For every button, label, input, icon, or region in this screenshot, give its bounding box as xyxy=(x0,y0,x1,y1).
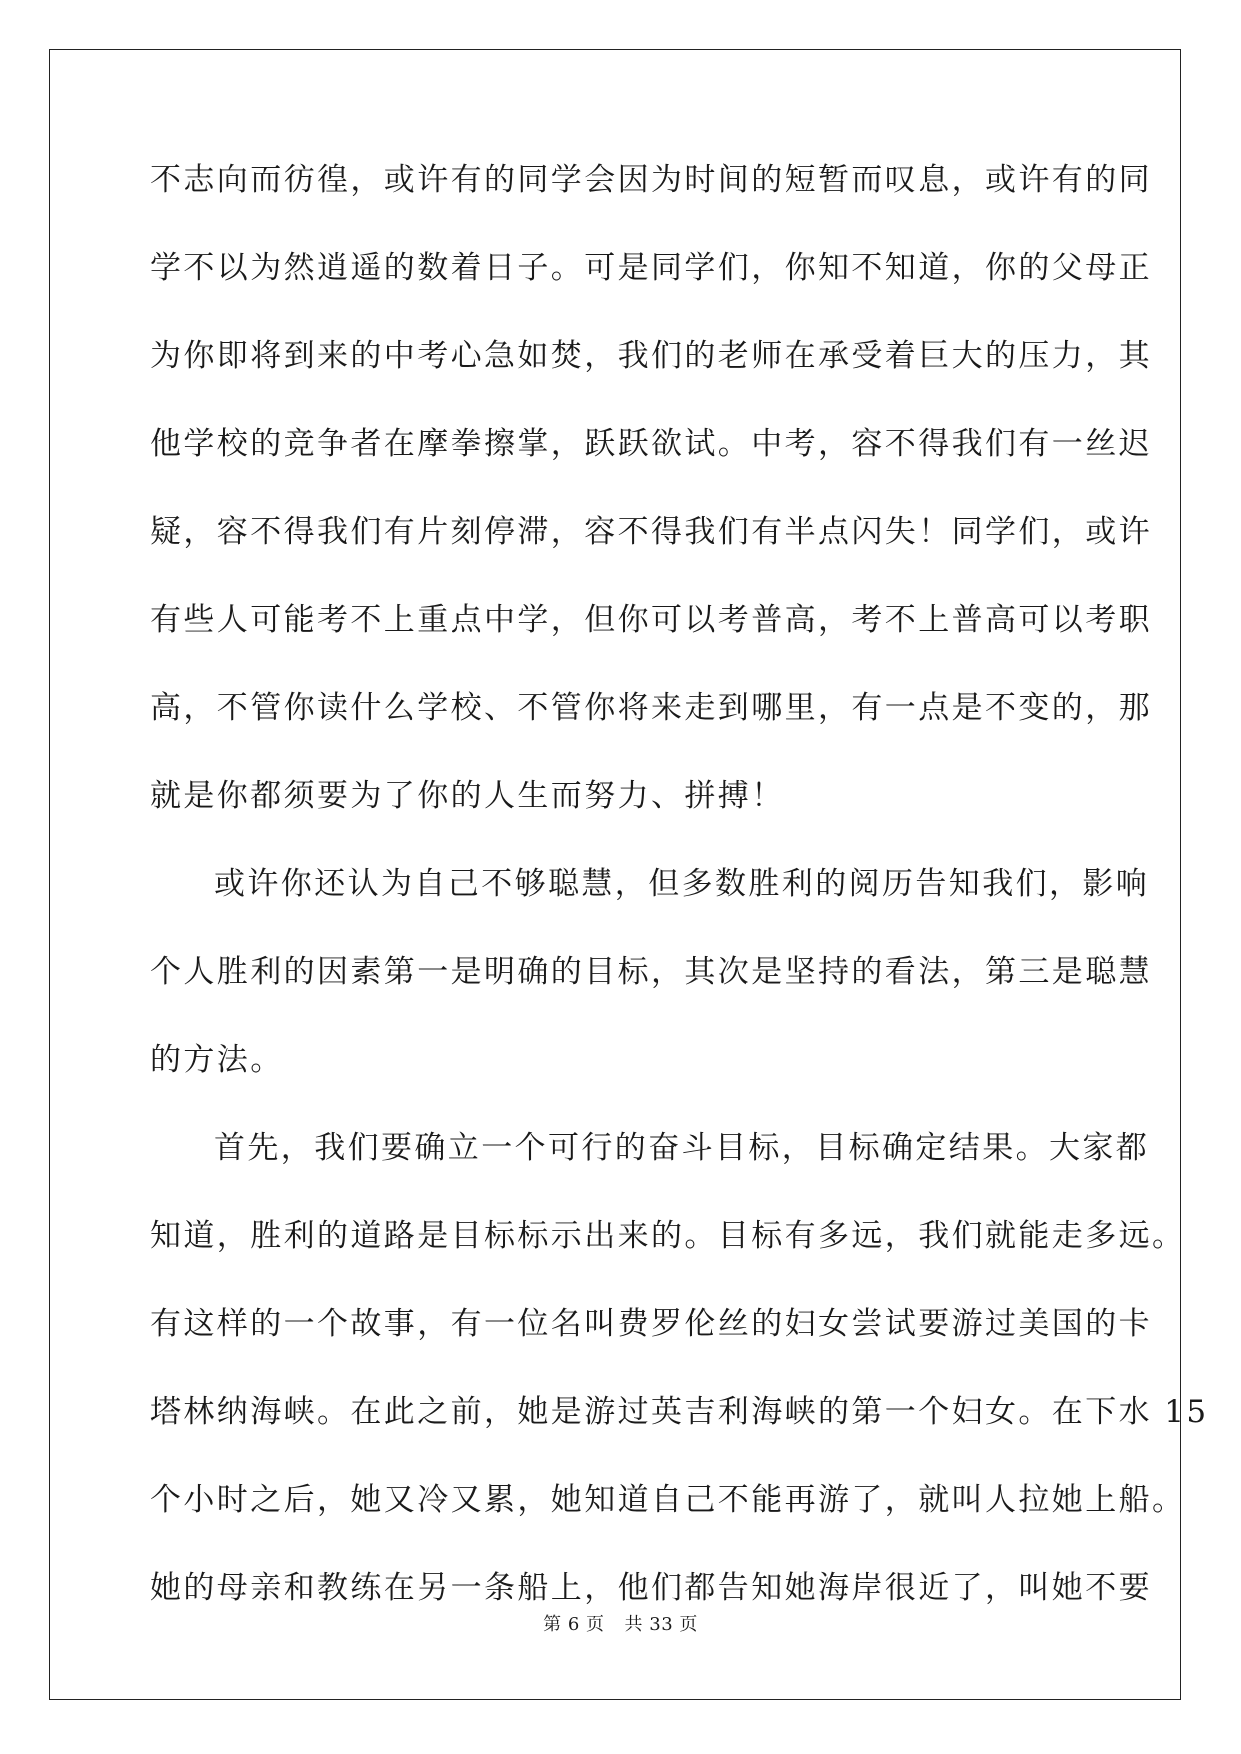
document-body xyxy=(150,160,1209,1656)
page-total: 共 33 页 xyxy=(624,1614,698,1635)
text-line: 他学校的竞争者在摩拳擦掌，跃跃欲试。中考，容不得我们有一丝迟 xyxy=(150,426,1152,462)
text-line: 有这样的一个故事，有一位名叫费罗伦丝的妇女尝试要游过美国的卡 xyxy=(150,1306,1152,1342)
text-line: 有些人可能考不上重点中学，但你可以考普高，考不上普高可以考职 xyxy=(150,602,1152,638)
text-line: 为你即将到来的中考心急如焚，我们的老师在承受着巨大的压力，其 xyxy=(150,338,1152,374)
text-line: 的方法。 xyxy=(150,1042,284,1078)
text-line: 就是你都须要为了你的人生而努力、拼搏！ xyxy=(150,778,785,814)
paragraph-start-line: 首先，我们要确立一个可行的奋斗目标，目标确定结果。大家都 xyxy=(214,1130,1150,1166)
text-line: 个人胜利的因素第一是明确的目标，其次是坚持的看法，第三是聪慧 xyxy=(150,954,1152,990)
text-line: 高，不管你读什么学校、不管你将来走到哪里，有一点是不变的，那 xyxy=(150,690,1152,726)
page-number: 第 6 页 xyxy=(543,1614,605,1635)
text-line: 她的母亲和教练在另一条船上，他们都告知她海岸很近了，叫她不要 xyxy=(150,1570,1152,1606)
text-line: 塔林纳海峡。在此之前，她是游过英吉利海峡的第一个妇女。在下水 15 xyxy=(150,1394,1209,1430)
text-line: 学不以为然逍遥的数着日子。可是同学们，你知不知道，你的父母正 xyxy=(150,250,1152,286)
text-line: 疑，容不得我们有片刻停滞，容不得我们有半点闪失！同学们，或许 xyxy=(150,514,1152,550)
text-line: 知道，胜利的道路是目标标示出来的。目标有多远，我们就能走多远。 xyxy=(150,1218,1186,1254)
text-line: 不志向而彷徨，或许有的同学会因为时间的短暂而叹息，或许有的同 xyxy=(150,162,1152,198)
text-line: 个小时之后，她又冷又累，她知道自己不能再游了，就叫人拉她上船。 xyxy=(150,1482,1186,1518)
page-footer xyxy=(0,1610,1241,1636)
paragraph-start-line: 或许你还认为自己不够聪慧，但多数胜利的阅历告知我们，影响 xyxy=(214,866,1150,902)
